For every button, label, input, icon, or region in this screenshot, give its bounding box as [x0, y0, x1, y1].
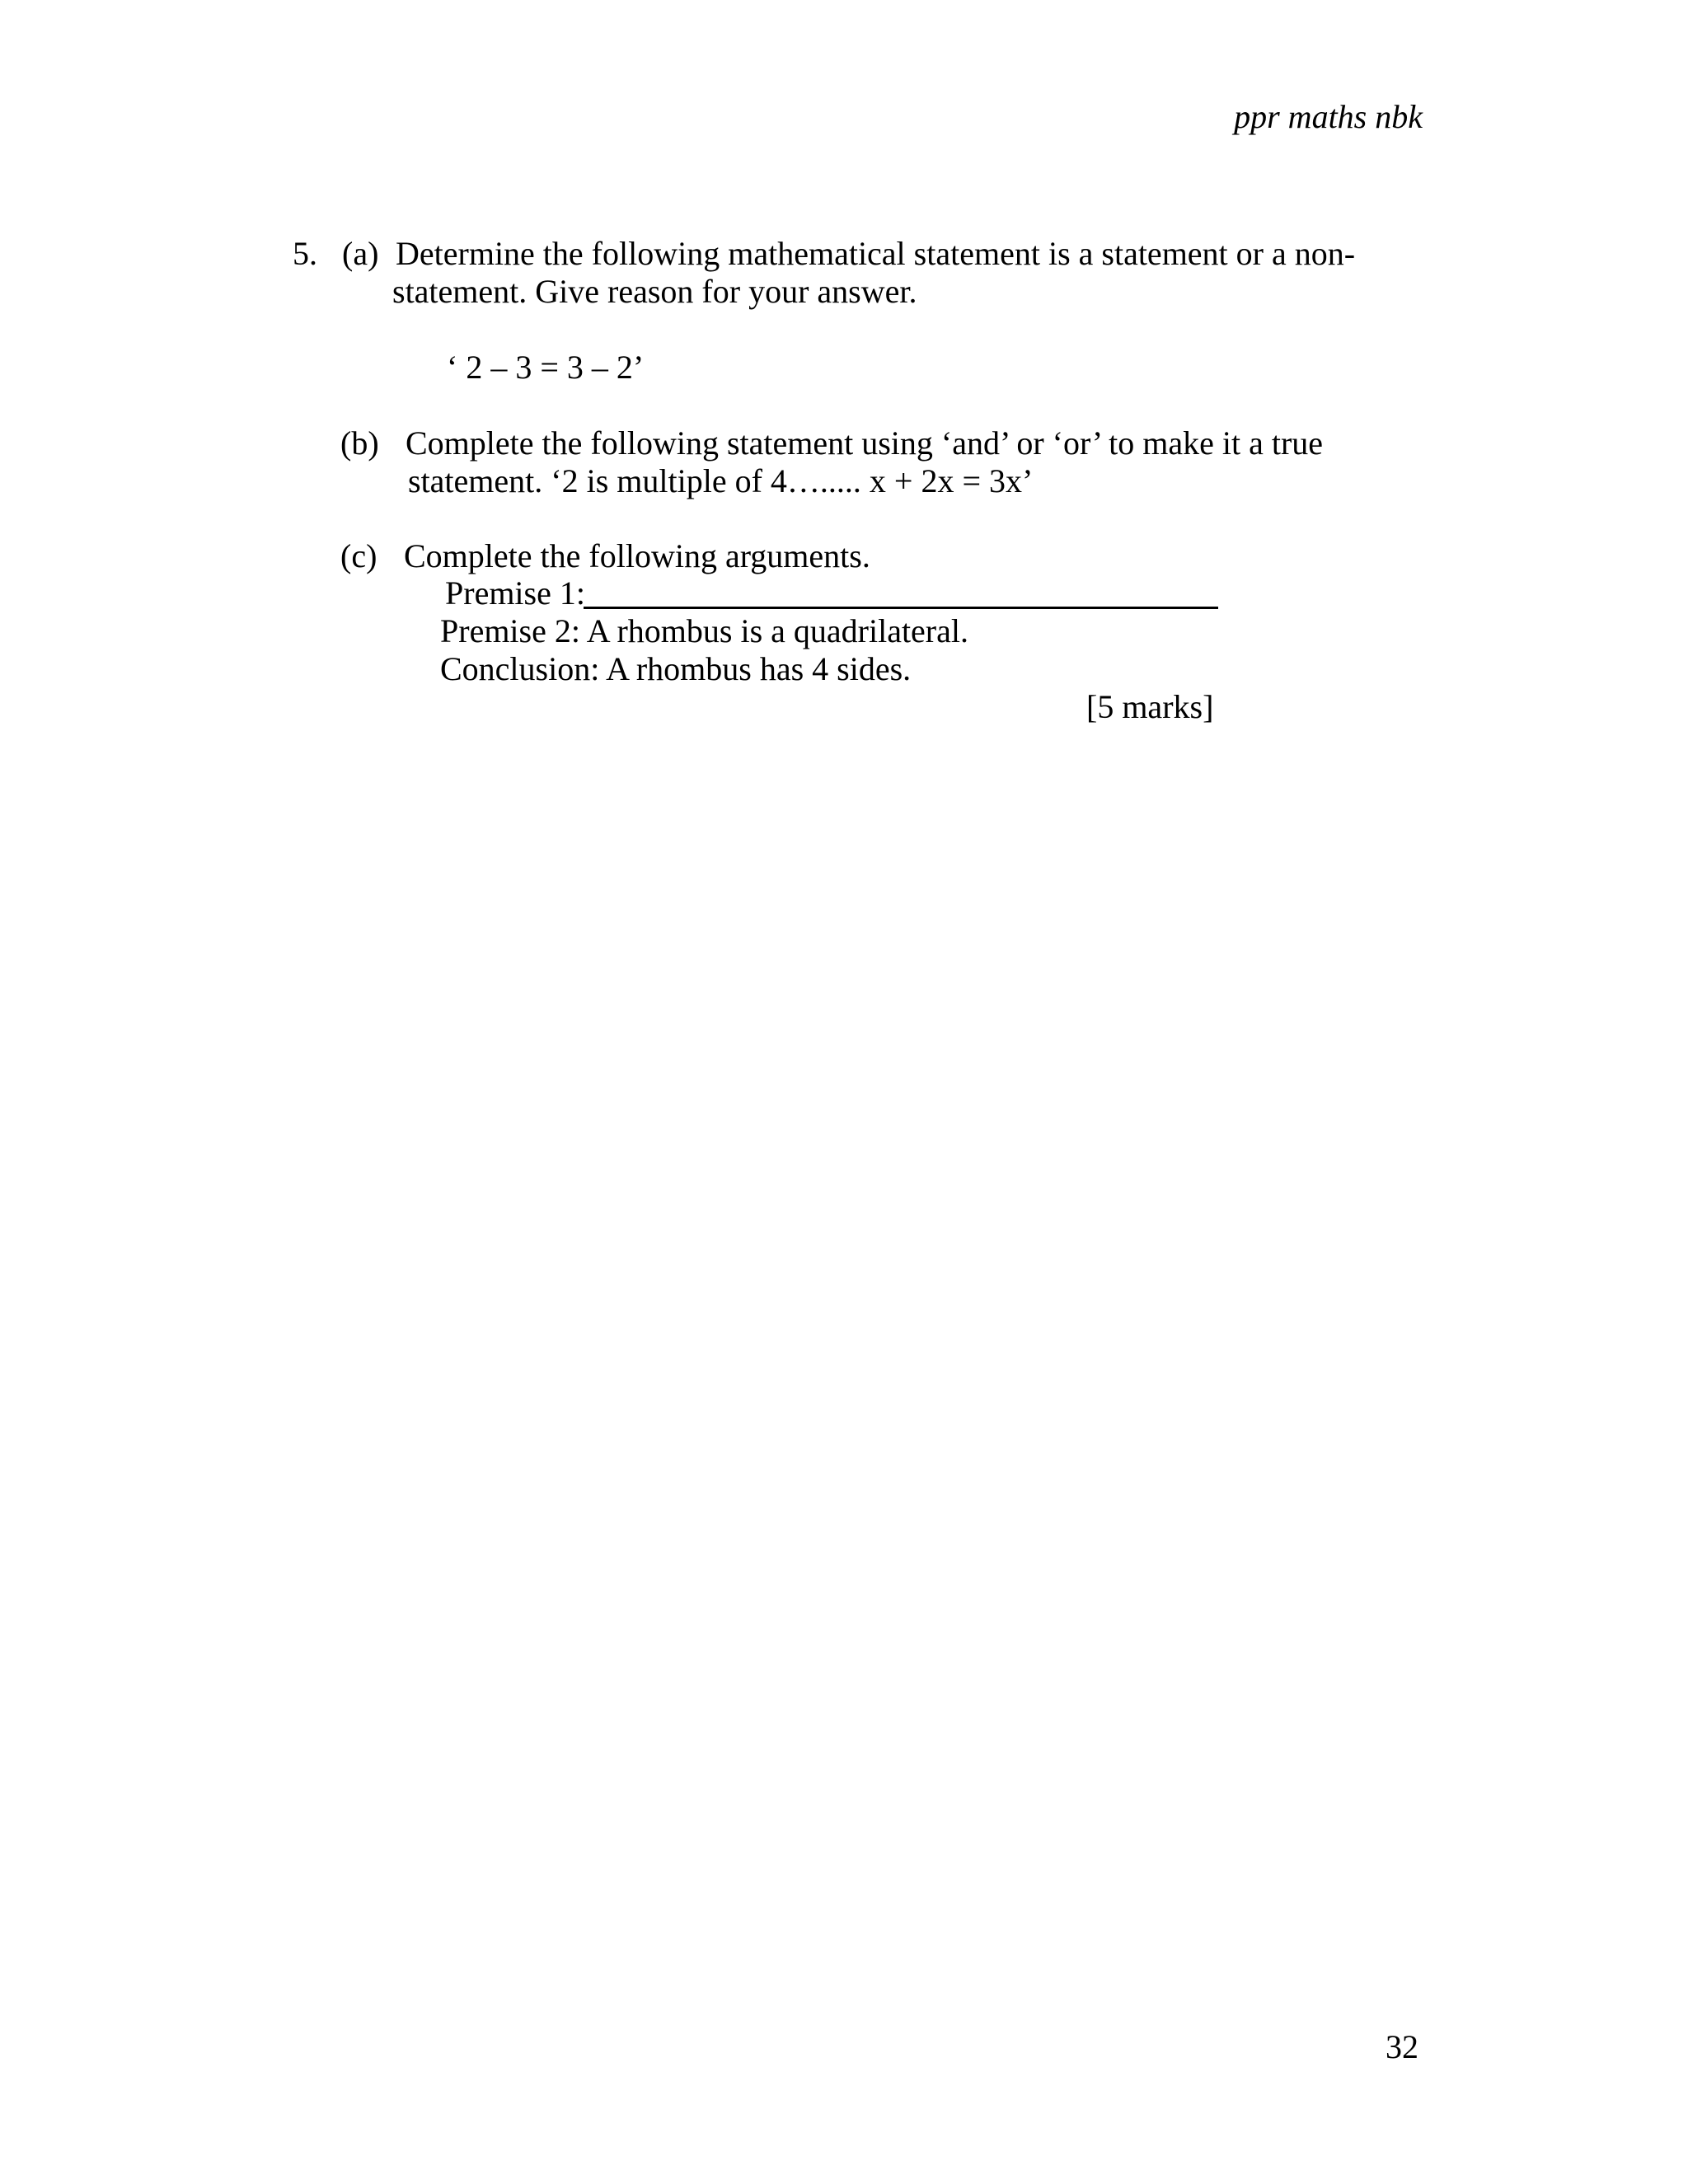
marks-label: [5 marks]	[1086, 688, 1214, 725]
part-b-text-line1: Complete the following statement using ‘and’ or ‘or’ to make it a true	[406, 424, 1324, 462]
part-b-label: (b)	[340, 424, 379, 462]
question-number: 5.	[293, 235, 317, 272]
part-c-text-line1: Complete the following arguments.	[404, 537, 870, 574]
part-a-expression: ‘ 2 – 3 = 3 – 2’	[447, 349, 645, 386]
part-b-text-line2: statement. ‘2 is multiple of 4…..... x + 2x = 3x’	[408, 462, 1034, 499]
premise-1-label: Premise 1:	[445, 574, 585, 612]
part-a-text-line2: statement. Give reason for your answer.	[392, 273, 917, 310]
conclusion-text: Conclusion: A rhombus has 4 sides.	[440, 650, 912, 687]
part-a-text-line1: Determine the following mathematical statement is a statement or a non-	[396, 235, 1356, 272]
page-number: 32	[1386, 2028, 1418, 2065]
premise-1-answer-blank	[584, 607, 1218, 609]
part-a-label: (a)	[342, 235, 379, 272]
page-header: ppr maths nbk	[1234, 98, 1423, 135]
part-c-label: (c)	[340, 537, 377, 574]
premise-2-text: Premise 2: A rhombus is a quadrilateral.	[440, 612, 968, 649]
